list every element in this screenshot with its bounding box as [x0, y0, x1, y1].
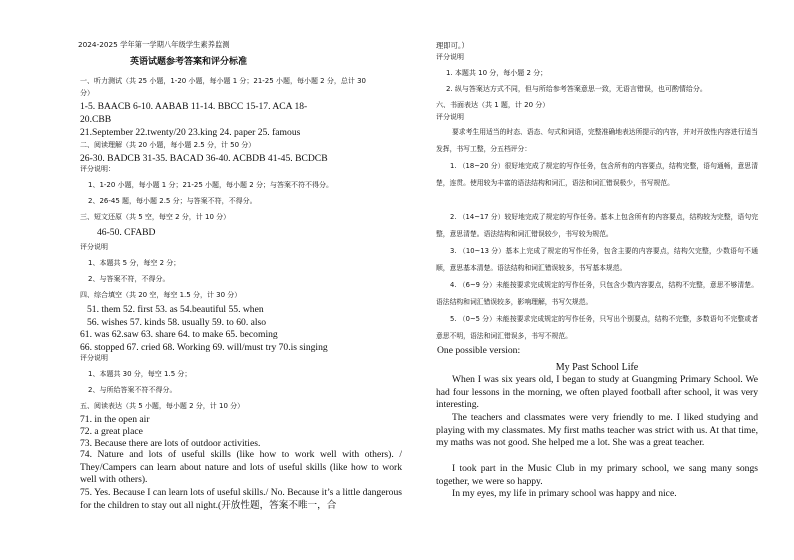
section-4-note-2: 2、与所给答案不符不得分。	[88, 386, 177, 394]
section-4-row-2: 56. wishes 57. kinds 58. usually 59. to 60. also	[87, 317, 267, 328]
section-1-title-cont: 分）	[80, 89, 94, 97]
section-5-note-2: 2. 纵与答案达方式不同，但与所给参考答案意思一致，无语言错误，也可酌情给分。	[446, 85, 707, 93]
essay-paragraph-1: When I was six years old, I began to study at Guangming Primary School. We had four lessons in the morning, we often played football after school, it was very interesting.	[436, 374, 758, 410]
grade-band-2: 2. （14~17 分）较好地完成了规定的写作任务。基本上包含所有的内容要点，结构较为完整，语句完整，意思清楚。语法结构和词汇错误较少，书写较为规范。	[436, 213, 758, 238]
section-5-title: 五、阅读表达（共 5 小题，每小题 2 分，计 10 分）	[80, 402, 245, 410]
section-1-title: 一、听力测试（共 25 小题，1-20 小题，每小题 1 分；21-25 小题，每小题 2 分，总计 30	[80, 77, 366, 85]
page-title: 英语试题参考答案和评分标准	[130, 57, 248, 67]
essay-title: My Past School Life	[555, 362, 639, 373]
answer-72: 72. a great place	[80, 426, 143, 437]
section-1-answers-line3: 21.September 22.twenty/20 23.king 24. paper 25. famous	[80, 127, 301, 138]
section-4-title: 四、综合填空（共 20 空，每空 1.5 分，计 30 分）	[80, 291, 242, 299]
essay-paragraph-2: The teachers and classmates were very friendly to me. I liked studying and playing with my classmates. My first maths teacher was strict with us. At that time, my maths was not good. She helped me a lot. She was a great teacher.	[436, 412, 758, 448]
section-2-note-label: 评分说明：	[80, 165, 115, 173]
answer-75-continued: 理即可。）	[436, 41, 469, 50]
grade-band-4: 4. （6~9 分）未能按要求完成规定的写作任务，只包含少数内容要点，结构不完整，意思不够清楚。语法结构和词汇错误较多，影响理解，书写欠规范。	[436, 281, 758, 306]
section-3-note-1: 1、本题共 5 分，每空 2 分；	[88, 259, 181, 267]
section-2-title: 二、阅读理解（共 20 小题，每小题 2.5 分，计 50 分）	[80, 141, 256, 149]
grade-band-5: 5. （0~5 分）未能按要求完成规定的写作任务，只写出个别要点，结构不完整，多数语句不完整或者意思不明，语法和词汇错误多，书写不规范。	[436, 315, 758, 340]
section-2-note-2: 2、26-45 题，每小题 2.5 分；与答案不符，不得分。	[88, 197, 257, 205]
answer-71: 71. in the open air	[80, 414, 150, 425]
section-4-row-4: 66. stopped 67. cried 68. Working 69. will/must try 70.is singing	[80, 342, 328, 353]
section-4-row-1: 51. them 52. first 53. as 54.beautiful 55. when	[87, 304, 264, 315]
grade-band-1: 1. （18~20 分）很好地完成了规定的写作任务，包含所有的内容要点，结构完整，语句通畅，意思清楚，连贯。使用较为丰富的语法结构和词汇，语法和词汇错误极少，书写规范。	[436, 162, 758, 187]
section-4-note-1: 1、本题共 30 分，每空 1.5 分；	[88, 370, 192, 378]
essay-paragraph-3: I took part in the Music Club in my primary school, we sang many songs together, we were so happy.	[436, 463, 758, 487]
answer-74: 74. Nature and lots of useful skills (like how to work well with others). / They/Campers can learn about nature and lots of useful skills (like how to work well with others).	[80, 449, 402, 485]
section-2-answers: 26-30. BADCB 31-35. BACAD 36-40. ACBDB 41-45. BCDCB	[80, 153, 328, 164]
section-4-row-3: 61. was 62.saw 63. share 64. to make 65. becoming	[80, 329, 278, 340]
section-6-title: 六、书面表达（共 1 题，计 20 分）	[436, 101, 550, 109]
section-1-answers-line2: 20.CBB	[80, 114, 112, 125]
section-4-note-label: 评分说明	[80, 354, 108, 362]
section-3-note-label: 评分说明	[80, 243, 108, 251]
exam-term-header: 2024-2025 学年第一学期八年级学生素养监测	[78, 40, 230, 49]
essay-paragraph-4: In my eyes, my life in primary school was happy and nice.	[452, 488, 677, 499]
section-3-answers: 46-50. CFABD	[97, 227, 156, 238]
section-5-note-label: 评分说明	[436, 53, 464, 61]
section-6-note-label: 评分说明	[436, 113, 464, 121]
section-3-note-2: 2、与答案不符，不得分。	[88, 275, 170, 283]
answer-73: 73. Because there are lots of outdoor activities.	[80, 438, 261, 449]
section-3-title: 三、短文还原（共 5 空，每空 2 分，计 10 分）	[80, 213, 231, 221]
section-2-note-1: 1、1-20 小题，每小题 1 分；21-25 小题，每小题 2 分；与答案不符不得分。	[88, 181, 333, 189]
answer-75: 75. Yes. Because I can learn lots of useful skills./ No. Because it’s a little dangerous for the children to stay out all night.(开放性题，答案不唯一，合	[80, 487, 402, 511]
one-possible-version-label: One possible version:	[437, 345, 521, 356]
writing-requirements: 要求考生用适当的时态、语态、句式和词语，完整准确地表达所提示的内容，并对开放性内容进行适当发挥，书写工整，分五档评分：	[436, 128, 758, 153]
section-5-note-1: 1. 本题共 10 分，每小题 2 分；	[446, 69, 548, 77]
grade-band-3: 3. （10~13 分）基本上完成了规定的写作任务，包含主要的内容要点，结构欠完整，少数语句不通顺，意思基本清楚。语法结构和词汇错误较多，书写基本规范。	[436, 247, 758, 272]
section-1-answers-line1: 1-5. BAACB 6-10. AABAB 11-14. BBCC 15-17. ACA 18-	[80, 101, 308, 112]
